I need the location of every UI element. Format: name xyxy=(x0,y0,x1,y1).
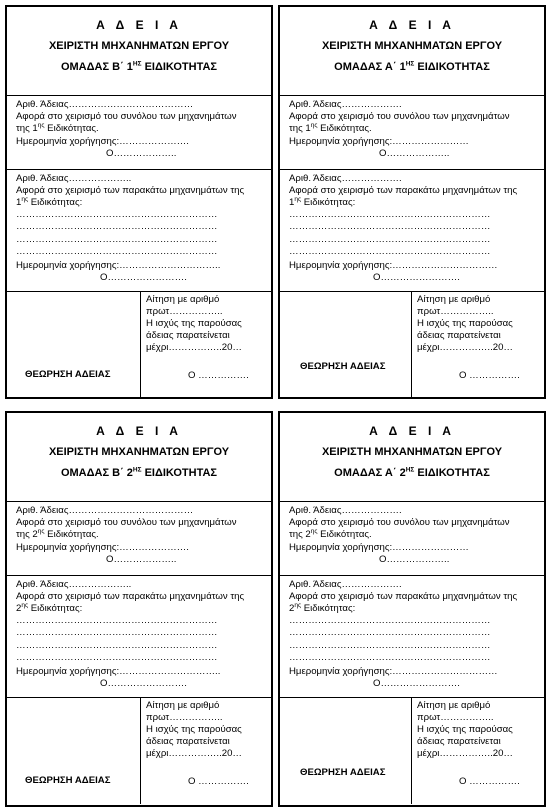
application-text: Αίτηση με αριθμό xyxy=(146,700,220,711)
listed-machines-specialty: $1^{\eta\varsigma}$ Ειδικότητας: xyxy=(16,195,83,208)
listed-machines-text: Αφορά στο χειρισμό των παρακάτω μηχανημάτων της xyxy=(289,185,518,196)
section-divider xyxy=(7,575,271,576)
issue-date-field[interactable]: Ημερομηνία χορήγησης:………………………….. xyxy=(16,260,221,271)
machine-entry-line[interactable]: ……………………………………………………… xyxy=(289,652,491,663)
full-category-specialty: της $1^{\eta\varsigma}$ Ειδικότητας. xyxy=(16,121,99,134)
card-header xyxy=(7,413,271,501)
card-group: ΟΜΑΔΑΣ Α΄ $1^{H\Sigma}$ ΕΙΔΙΚΟΤΗΤΑΣ xyxy=(334,60,490,73)
card-group: ΟΜΑΔΑΣ Β΄ $1^{H\Sigma}$ ΕΙΔΙΚΟΤΗΤΑΣ xyxy=(60,60,218,73)
issue-date-field[interactable]: Ημερομηνία χορήγησης:…………………. xyxy=(16,136,189,147)
card-subtitle: ΧΕΙΡΙΣΤΗ ΜΗΧΑΝΗΜΑΤΩΝ ΕΡΓΟΥ xyxy=(321,446,503,458)
listed-machines-text: Αφορά στο χειρισμό των παρακάτω μηχανημάτων της xyxy=(16,185,245,196)
listed-machines-specialty: $2^{\eta\varsigma}$ Ειδικότητας: xyxy=(16,601,83,614)
licence-number-field[interactable]: Αριθ. Άδειας………………. xyxy=(289,99,402,110)
validity-text: Η ισχύς της παρούσας xyxy=(417,318,513,329)
section-divider xyxy=(7,95,271,96)
extension-date-field[interactable]: μέχρι……………..20… xyxy=(146,748,242,759)
listed-machines-specialty: $2^{\eta\varsigma}$ Ειδικότητας: xyxy=(289,601,356,614)
protocol-number-field[interactable]: πρωτ…………….. xyxy=(417,712,494,723)
card-group: ΟΜΑΔΑΣ Α΄ $2^{H\Sigma}$ ΕΙΔΙΚΟΤΗΤΑΣ xyxy=(334,466,490,479)
machine-entry-line[interactable]: ……………………………………………………… xyxy=(16,246,218,257)
listed-machines-text: Αφορά στο χειρισμό των παρακάτω μηχανημάτων της xyxy=(289,591,518,602)
application-text: Αίτηση με αριθμό xyxy=(417,700,491,711)
machine-entry-line[interactable]: ……………………………………………………… xyxy=(16,640,218,651)
signature-field[interactable]: Ο……………………. xyxy=(373,678,460,689)
machine-entry-line[interactable]: ……………………………………………………… xyxy=(289,615,491,626)
endorsement-label: ΘΕΩΡΗΣΗ ΑΔΕΙΑΣ xyxy=(25,369,111,380)
endorsement-label: ΘΕΩΡΗΣΗ ΑΔΕΙΑΣ xyxy=(300,767,386,778)
validity-text: Η ισχύς της παρούσας xyxy=(146,724,242,735)
section-divider xyxy=(7,697,271,698)
signature-field[interactable]: Ο ……………. xyxy=(188,776,249,787)
column-divider xyxy=(140,697,141,804)
card-subtitle: ΧΕΙΡΙΣΤΗ ΜΗΧΑΝΗΜΑΤΩΝ ΕΡΓΟΥ xyxy=(321,40,503,52)
full-category-text: Αφορά στο χειρισμό του συνόλου των μηχανημάτων xyxy=(16,517,237,528)
section-divider xyxy=(280,95,544,96)
licence-number-field[interactable]: Αριθ. Άδειας……………….. xyxy=(16,173,132,184)
issue-date-field[interactable]: Ημερομηνία χορήγησης:…………………………… xyxy=(289,666,498,677)
signature-field[interactable]: Ο ……………. xyxy=(188,370,249,381)
protocol-number-field[interactable]: πρωτ…………….. xyxy=(146,306,223,317)
card-header xyxy=(280,413,544,501)
extension-text: άδειας παρατείνεται xyxy=(417,330,501,341)
validity-text: Η ισχύς της παρούσας xyxy=(146,318,242,329)
protocol-number-field[interactable]: πρωτ…………….. xyxy=(417,306,494,317)
machine-entry-line[interactable]: ……………………………………………………… xyxy=(16,615,218,626)
card-title: Α Δ Ε Ι Α xyxy=(96,424,182,438)
listed-machines-text: Αφορά στο χειρισμό των παρακάτω μηχανημάτων της xyxy=(16,591,245,602)
licence-number-field[interactable]: Αριθ. Άδειας………………………………… xyxy=(16,99,194,110)
section-divider xyxy=(280,291,544,292)
machine-entry-line[interactable]: ……………………………………………………… xyxy=(16,627,218,638)
full-category-text: Αφορά στο χειρισμό του συνόλου των μηχανημάτων xyxy=(289,517,510,528)
signature-field[interactable]: Ο……………….. xyxy=(106,148,177,159)
column-divider xyxy=(411,291,412,398)
licence-card-a-2 xyxy=(278,411,546,807)
card-title: Α Δ Ε Ι Α xyxy=(369,18,455,32)
licence-card-b-1 xyxy=(5,5,273,399)
machine-entry-line[interactable]: ……………………………………………………… xyxy=(289,221,491,232)
machine-entry-line[interactable]: ……………………………………………………… xyxy=(289,209,491,220)
section-divider xyxy=(7,501,271,502)
full-category-text: Αφορά στο χειρισμό του συνόλου των μηχανημάτων xyxy=(289,111,510,122)
section-divider xyxy=(280,697,544,698)
section-divider xyxy=(7,291,271,292)
section-divider xyxy=(280,501,544,502)
signature-field[interactable]: Ο ……………. xyxy=(459,776,520,787)
licence-number-field[interactable]: Αριθ. Άδειας………………. xyxy=(289,173,402,184)
licence-card-a-1 xyxy=(278,5,546,399)
extension-date-field[interactable]: μέχρι……………..20… xyxy=(417,748,513,759)
extension-text: άδειας παρατείνεται xyxy=(417,736,501,747)
listed-machines-specialty: $1^{\eta\varsigma}$ Ειδικότητας: xyxy=(289,195,356,208)
extension-text: άδειας παρατείνεται xyxy=(146,736,230,747)
extension-date-field[interactable]: μέχρι……………..20… xyxy=(146,342,242,353)
section-divider xyxy=(280,169,544,170)
licence-number-field[interactable]: Αριθ. Άδειας………………. xyxy=(289,579,402,590)
issue-date-field[interactable]: Ημερομηνία χορήγησης:…………………… xyxy=(289,136,469,147)
machine-entry-line[interactable]: ……………………………………………………… xyxy=(289,234,491,245)
signature-field[interactable]: Ο……………………. xyxy=(100,272,187,283)
machine-entry-line[interactable]: ……………………………………………………… xyxy=(289,246,491,257)
signature-field[interactable]: Ο……………….. xyxy=(106,554,177,565)
licence-number-field[interactable]: Αριθ. Άδειας……………….. xyxy=(16,579,132,590)
application-text: Αίτηση με αριθμό xyxy=(146,294,220,305)
validity-text: Η ισχύς της παρούσας xyxy=(417,724,513,735)
section-divider xyxy=(7,169,271,170)
extension-text: άδειας παρατείνεται xyxy=(146,330,230,341)
endorsement-label: ΘΕΩΡΗΣΗ ΑΔΕΙΑΣ xyxy=(300,361,386,372)
extension-date-field[interactable]: μέχρι……………..20… xyxy=(417,342,513,353)
application-text: Αίτηση με αριθμό xyxy=(417,294,491,305)
protocol-number-field[interactable]: πρωτ…………….. xyxy=(146,712,223,723)
column-divider xyxy=(140,291,141,398)
column-divider xyxy=(411,697,412,804)
licence-card-b-2 xyxy=(5,411,273,807)
full-category-specialty: της $2^{\eta\varsigma}$ Ειδικότητας. xyxy=(289,527,372,540)
machine-entry-line[interactable]: ……………………………………………………… xyxy=(289,640,491,651)
signature-field[interactable]: Ο……………………. xyxy=(100,678,187,689)
issue-date-field[interactable]: Ημερομηνία χορήγησης:………………………….. xyxy=(16,666,221,677)
card-header xyxy=(7,7,271,95)
licence-number-field[interactable]: Αριθ. Άδειας………………………………… xyxy=(16,505,194,516)
full-category-text: Αφορά στο χειρισμό του συνόλου των μηχανημάτων xyxy=(16,111,237,122)
machine-entry-line[interactable]: ……………………………………………………… xyxy=(16,234,218,245)
machine-entry-line[interactable]: ……………………………………………………… xyxy=(16,209,218,220)
machine-entry-line[interactable]: ……………………………………………………… xyxy=(289,627,491,638)
card-group: ΟΜΑΔΑΣ Β΄ $2^{H\Sigma}$ ΕΙΔΙΚΟΤΗΤΑΣ xyxy=(60,466,218,479)
signature-field[interactable]: Ο ……………. xyxy=(459,370,520,381)
signature-field[interactable]: Ο……………….. xyxy=(379,148,450,159)
signature-field[interactable]: Ο……………………. xyxy=(373,272,460,283)
signature-field[interactable]: Ο……………….. xyxy=(379,554,450,565)
licence-number-field[interactable]: Αριθ. Άδειας………………. xyxy=(289,505,402,516)
issue-date-field[interactable]: Ημερομηνία χορήγησης:…………………………… xyxy=(289,260,498,271)
card-header xyxy=(280,7,544,95)
endorsement-label: ΘΕΩΡΗΣΗ ΑΔΕΙΑΣ xyxy=(25,775,111,786)
card-subtitle: ΧΕΙΡΙΣΤΗ ΜΗΧΑΝΗΜΑΤΩΝ ΕΡΓΟΥ xyxy=(48,446,230,458)
card-title: Α Δ Ε Ι Α xyxy=(96,18,182,32)
issue-date-field[interactable]: Ημερομηνία χορήγησης:…………………. xyxy=(16,542,189,553)
full-category-specialty: της $2^{\eta\varsigma}$ Ειδικότητας. xyxy=(16,527,99,540)
card-subtitle: ΧΕΙΡΙΣΤΗ ΜΗΧΑΝΗΜΑΤΩΝ ΕΡΓΟΥ xyxy=(48,40,230,52)
card-title: Α Δ Ε Ι Α xyxy=(369,424,455,438)
machine-entry-line[interactable]: ……………………………………………………… xyxy=(16,221,218,232)
full-category-specialty: της $1^{\eta\varsigma}$ Ειδικότητας. xyxy=(289,121,372,134)
issue-date-field[interactable]: Ημερομηνία χορήγησης:…………………… xyxy=(289,542,469,553)
section-divider xyxy=(280,575,544,576)
machine-entry-line[interactable]: ……………………………………………………… xyxy=(16,652,218,663)
